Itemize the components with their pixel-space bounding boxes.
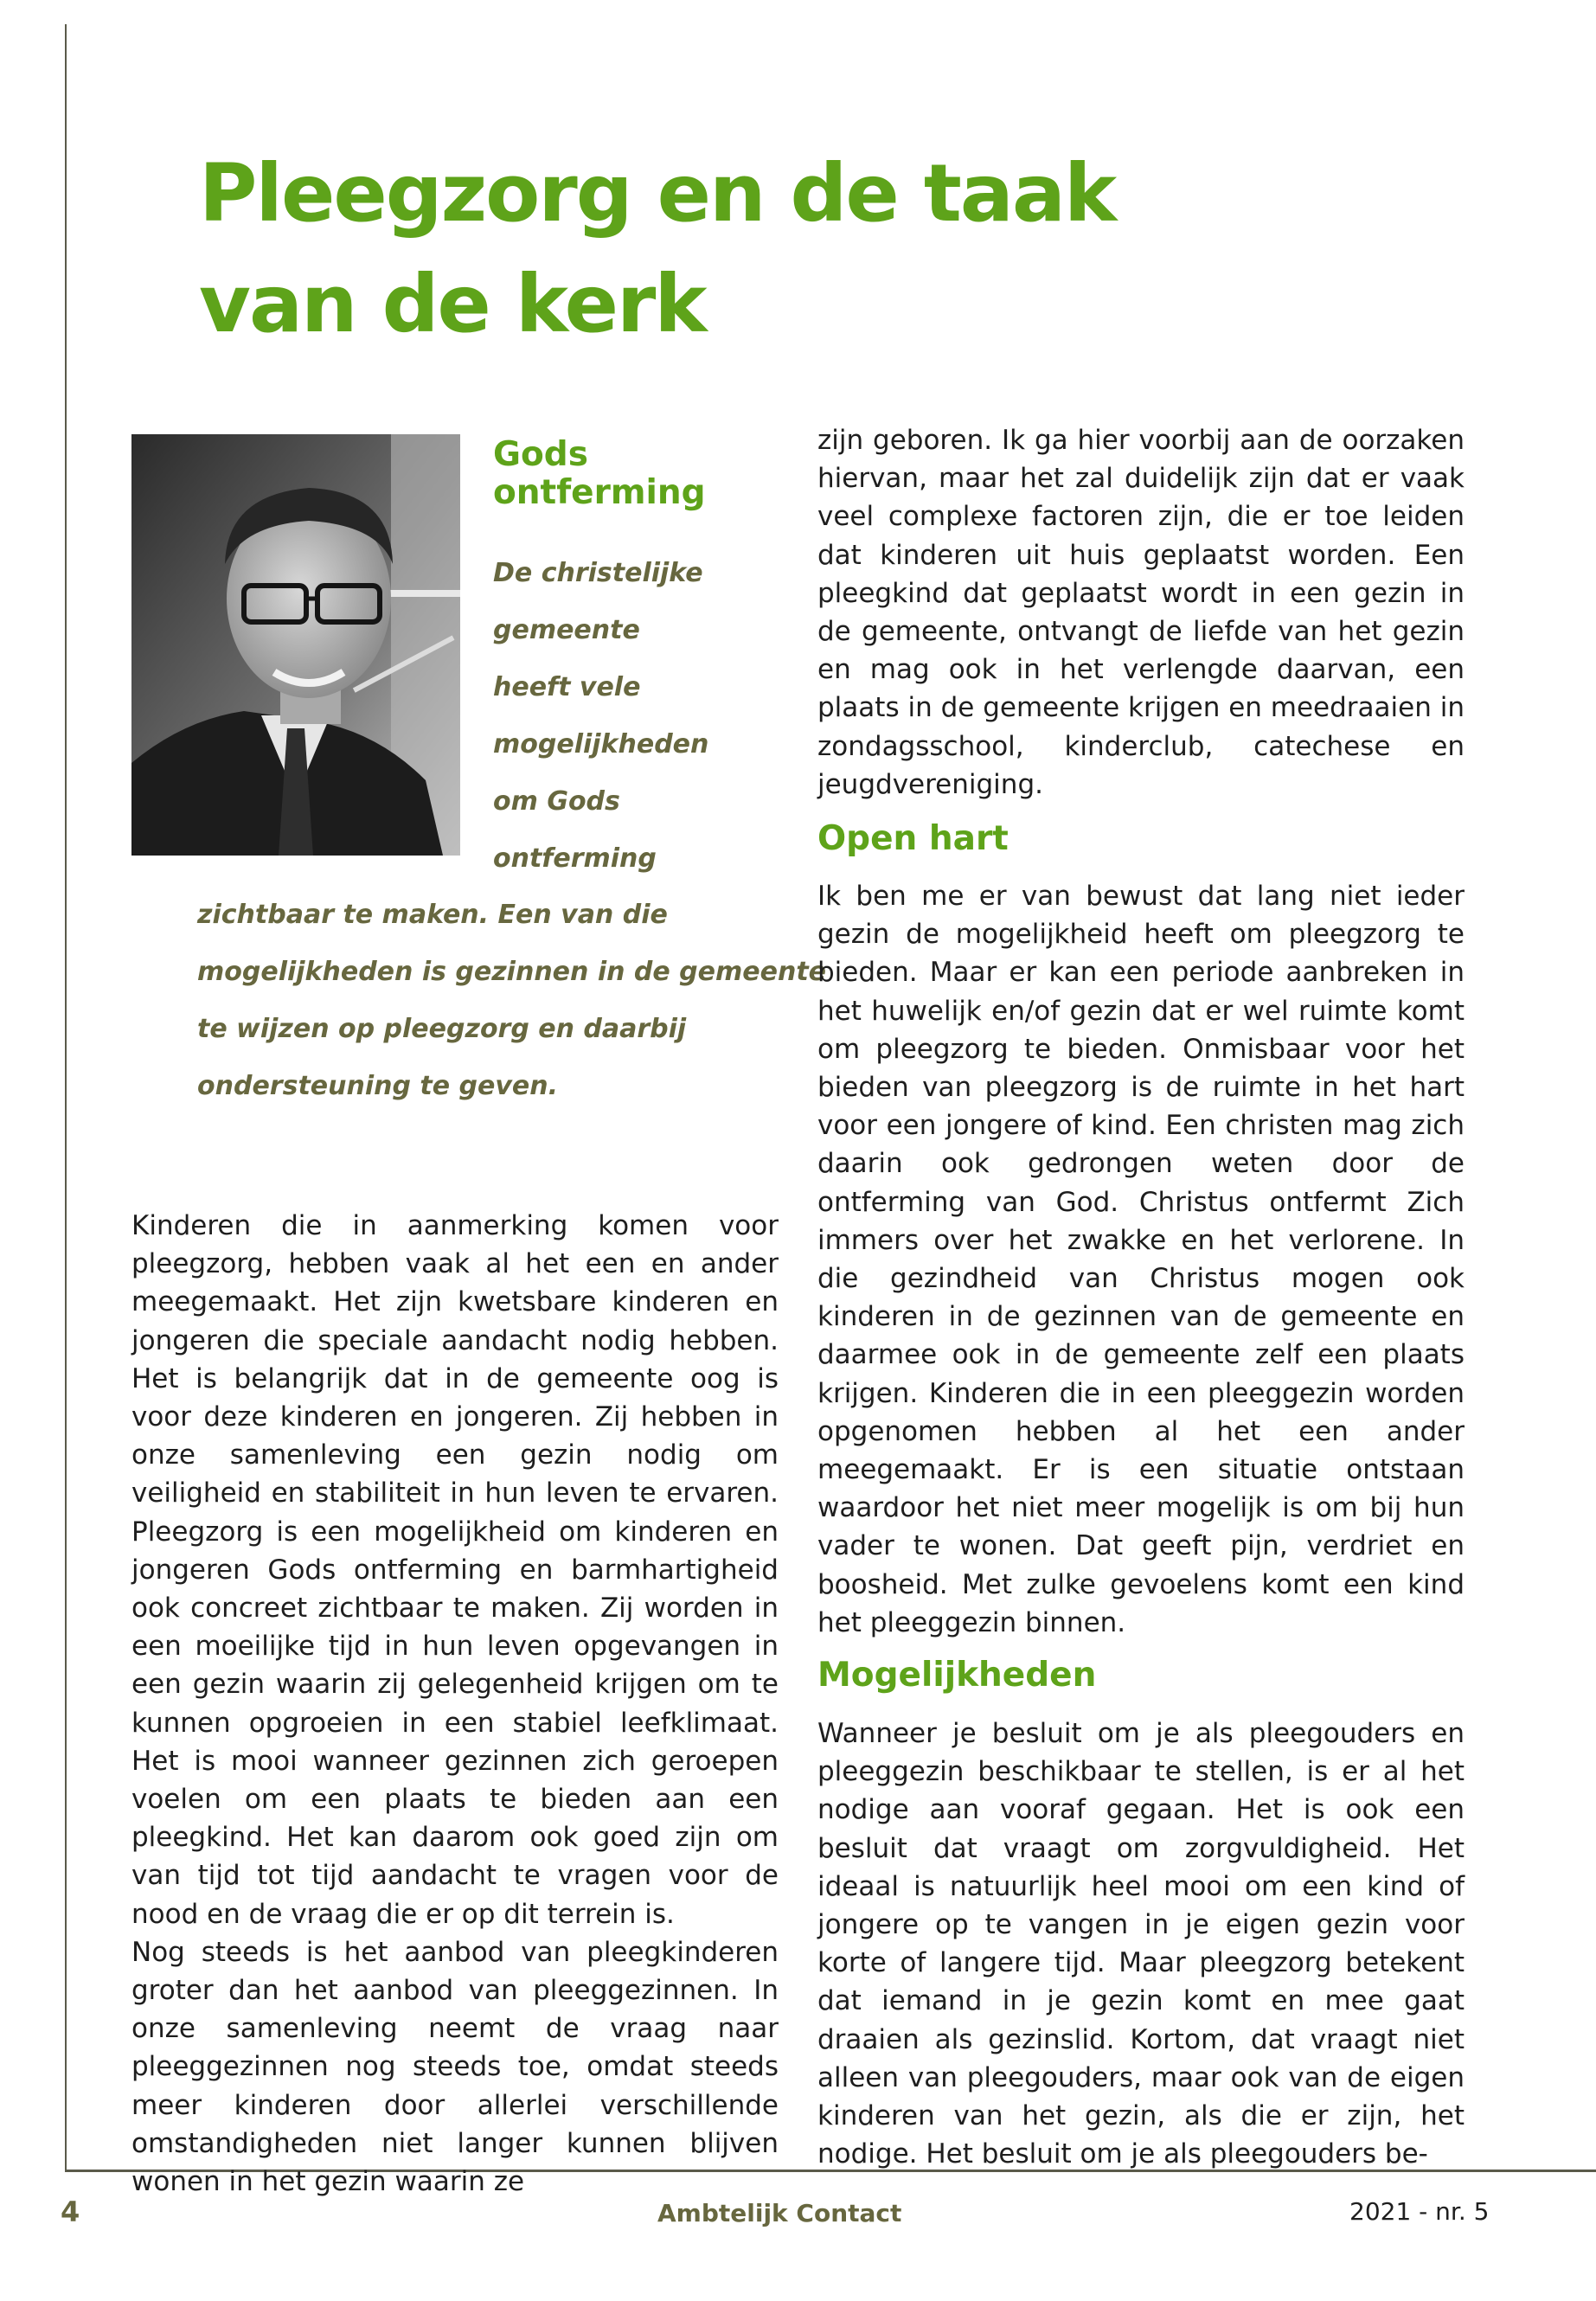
quote-line: zichtbaar te maken. Een van die [197, 900, 668, 930]
magazine-name: Ambtelijk Contact [657, 2199, 902, 2227]
article-title [199, 138, 1115, 360]
intro-heading-line-2: ontferming [493, 473, 706, 512]
issue-label: 2021 - nr. 5 [1349, 2197, 1490, 2226]
page-number: 4 [61, 2195, 80, 2228]
section-open-hart [817, 877, 1465, 1642]
title-line-1: Pleegzorg en de taak [199, 147, 1116, 240]
quote-line: mogelijkheden [493, 729, 709, 760]
section-heading-open-hart: Open hart [817, 819, 1009, 858]
title-line-2: van de kerk [199, 258, 706, 350]
intro-heading [493, 436, 706, 512]
section-mogelijkheden [817, 1715, 1465, 2173]
quote-line: te wijzen op pleegzorg en daarbij [197, 1014, 687, 1044]
quote-line: gemeente [493, 615, 640, 645]
intro-heading-line-1: Gods [493, 435, 588, 474]
quote-line: om Gods [493, 786, 620, 817]
right-column-top [817, 421, 1465, 804]
left-column [131, 1207, 779, 2201]
intro-quote-narrow [493, 545, 708, 888]
paragraph: zijn geboren. Ik ga hier voorbij aan de oorzaken hiervan, maar het zal duidelijk zijn dat er vaak veel complexe factoren zijn, die er toe leiden dat kinderen uit huis geplaatst worden. Een pleegkind dat geplaatst wordt in een gezin in de gemeente, ontvangt de liefde van het gezin en mag ook in het verlengde daarvan, een plaats in de gemeente krijgen en meedraaien in zondagsschool, kinderclub, catechese en jeugdvereniging. [817, 425, 1465, 800]
intro-quote-wide [197, 887, 826, 1115]
author-photo [131, 434, 460, 856]
paragraph: Kinderen die in aanmerking komen voor pleegzorg, hebben vaak al het een en ander meegemaakt. Het zijn kwetsbare kinderen en jongeren die speciale aandacht nodig hebben. Het is belangrijk dat in de gemeente oog is voor deze kinderen en jongeren. Zij hebben in onze samenleving een gezin nodig om veiligheid en stabiliteit in hun leven te ervaren. Pleegzorg is een mogelijkheid om kinderen en jongeren Gods ontferming en barmhartigheid ook concreet zichtbaar te maken. Zij worden in een moeilijke tijd in hun leven opgevangen in een gezin waarin zij gelegenheid krijgen om te kunnen opgroeien in een stabiel leefklimaat. Het is mooi wanneer gezinnen zich geroepen voelen om een plaats te bieden aan een pleegkind. Het kan daarom ook goed zijn om van tijd tot tijd aandacht te vragen voor de nood en de vraag die er op dit terrein is. [131, 1210, 779, 1930]
paragraph: Wanneer je besluit om je als pleegouders en pleeggezin beschikbaar te stellen, is er al het nodige aan vooraf gegaan. Het is ook een besluit dat vraagt om zorgvuldigheid. Het ideaal is natuurlijk heel mooi om een kind of jongere op te vangen in je eigen gezin voor korte of langere tijd. Maar pleegzorg betekent dat iemand in je gezin komt en mee gaat draaien als gezinslid. Kortom, dat vraagt niet alleen van pleegouders, maar ook van de eigen kinderen van het gezin, als die er zijn, het nodige. Het besluit om je als pleegouders be- [817, 1718, 1465, 2170]
quote-line: mogelijkheden is gezinnen in de gemeente [197, 957, 827, 987]
portrait-image [131, 434, 460, 856]
quote-line: De christelijke [493, 558, 703, 588]
quote-line: ontferming [493, 843, 657, 874]
vertical-rule [65, 24, 67, 2172]
section-heading-mogelijkheden: Mogelijkheden [817, 1656, 1097, 1695]
quote-line: heeft vele [493, 672, 641, 702]
quote-line: ondersteuning te geven. [197, 1071, 559, 1101]
paragraph: Ik ben me er van bewust dat lang niet ieder gezin de mogelijkheid heeft om pleegzorg te bieden. Maar er kan een periode aanbreken in het huwelijk en/of gezin dat er wel ruimte komt om pleegzorg te bieden. Onmisbaar voor het bieden van pleegzorg is de ruimte in het hart voor een jongere of kind. Een christen mag zich daarin ook gedrongen weten door de ontferming van God. Christus ontfermt Zich immers over het zwakke en het verlorene. In die gezindheid van Christus mogen ook kinderen in de gezinnen van de gemeente en daarmee ook in de gemeente zelf een plaats krijgen. Kinderen die in een pleeggezin worden opgenomen hebben al het een ander meegemaakt. Er is een situatie ontstaan waardoor het niet meer mogelijk is om bij hun vader te wonen. Dat geeft pijn, verdriet en boosheid. Met zulke gevoelens komt een kind het pleeggezin binnen. [817, 881, 1465, 1638]
paragraph: Nog steeds is het aanbod van pleegkinderen groter dan het aanbod van pleeggezinnen. In onze samenleving neemt de vraag naar pleeggezinnen nog steeds toe, omdat steeds meer kinderen door allerlei verschillende omstandigheden niet langer kunnen blijven wonen in het gezin waarin ze [131, 1936, 779, 2198]
